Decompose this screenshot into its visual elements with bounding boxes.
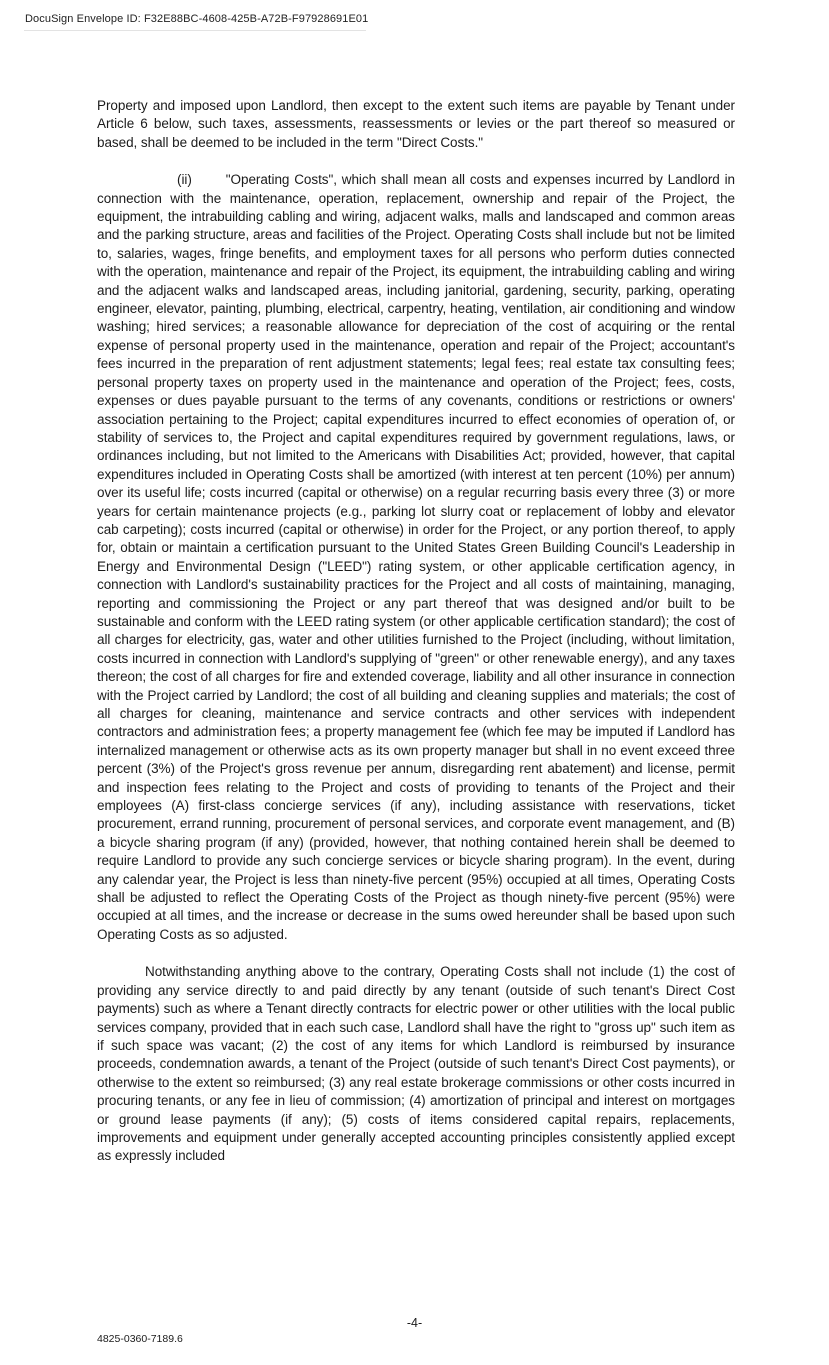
paragraph-operating-costs [97,171,735,944]
page-number: -4- [406,1316,423,1330]
paragraph-exclusions: Notwithstanding anything above to the contrary, Operating Costs shall not include (1) the cost of providing any service directly to and paid directly by any tenant (outside of such tenant's Direct Cost payments) such as where a Tenant directly contracts for electric power or other utilities with the local public services company, provided that in each such case, Landlord shall have the right to "gross up" such item as if such space was vacant; (2) the cost of any items for which Landlord is reimbursed by insurance proceeds, condemnation awards, a tenant of the Project (outside of such tenant's Direct Cost payments), or otherwise to the extent so reimbursed; (3) any real estate brokerage commissions or other costs incurred in procuring tenants, or any fee in lieu of commission; (4) amortization of principal and interest on mortgages or ground lease payments (if any); (5) costs of items considered capital repairs, replacements, improvements and equipment under generally accepted accounting principles consistently applied except as expressly included [97,964,735,1164]
document-body [97,97,735,1185]
paragraph-direct-costs: Property and imposed upon Landlord, then except to the extent such items are payable by Tenant under Article 6 below, such taxes, assessments, reassessments or levies or the part thereof so measured or based, shall be deemed to be included in the term "Direct Costs." [97,98,735,150]
paragraph-operating-costs-text: "Operating Costs", which shall mean all costs and expenses incurred by Landlord in connection with the maintenance, operation, replacement, ownership and repair of the Project, the equipment, the intrabuilding cabling and wiring, adjacent walks, malls and landscaped and common areas and the parking structure, areas and facilities of the Project. Operating Costs shall include but not be limited to, salaries, wages, fringe benefits, and employment taxes for all persons who perform duties connected with the operation, maintenance and repair of the Project, its equipment, the intrabuilding cabling and wiring and the adjacent walks and landscaped areas, including janitorial, gardening, security, parking, operating engineer, elevator, painting, plumbing, electrical, carpentry, heating, ventilation, air conditioning and window washing; hired services; a reasonable allowance for depreciation of the cost of acquiring or the rental expense of personal property used in the maintenance, operation and repair of the Project; accountant's fees incurred in the preparation of rent adjustment statements; legal fees; real estate tax consulting fees; personal property taxes on property used in the maintenance and operation of the Project; fees, costs, expenses or dues payable pursuant to the terms of any covenants, conditions or restrictions or owners' association pertaining to the Project; capital expenditures incurred to effect economies of operation of, or stability of services to, the Project and capital expenditures required by government regulations, laws, or ordinances including, but not limited to the Americans with Disabilities Act; provided, however, that capital expenditures included in Operating Costs shall be amortized (with interest at ten percent (10%) per annum) over its useful life; costs incurred (capital or otherwise) on a regular recurring basis every three (3) or more years for certain maintenance projects (e.g., parking lot slurry coat or replacement of lobby and elevator cab carpeting); costs incurred (capital or otherwise) in order for the Project, or any portion thereof, to apply for, obtain or maintain a certification pursuant to the United States Green Building Council's Leadership in Energy and Environmental Design ("LEED") rating system, or other applicable certification agency, in connection with Landlord's sustainability practices for the Project and all costs of maintaining, managing, reporting and commissioning the Project or any part thereof that was designed and/or built to be sustainable and conform with the LEED rating system (or other applicable certification standard); the cost of all charges for electricity, gas, water and other utilities furnished to the Project (including, without limitation, costs incurred in connection with Landlord's supplying of "green" or other renewable energy), and any taxes thereon; the cost of all charges for fire and extended coverage, liability and all other insurance in connection with the Project carried by Landlord; the cost of all building and cleaning supplies and materials; the cost of all charges for cleaning, maintenance and service contracts and other services with independent contractors and administration fees; a property management fee (which fee may be imputed if Landlord has internalized management or otherwise acts as its own property manager but shall in no event exceed three percent (3%) of the Project's gross revenue per annum, disregarding rent abatement) and license, permit and inspection fees relating to the Project and costs of providing to tenants of the Project and their employees (A) first-class concierge services (if any), including assistance with reservations, ticket procurement, errand running, procurement of personal services, and corporate event management, and (B) a bicycle sharing program (if any) (provided, however, that nothing contained herein shall be deemed to require Landlord to provide any such concierge services or bicycle sharing program). In the event, during any calendar year, the Project is less than ninety-five percent (95%) occupied at all times, Operating Costs shall be adjusted to reflect the Operating Costs of the Project as though ninety-five percent (95%) were occupied at all times, and the increase or decrease in the sums owed hereunder shall be based upon such Operating Costs as so adjusted. [97,172,735,942]
header-divider [24,30,366,31]
clause-label: (ii) [177,172,192,188]
document-control-number: 4825-0360-7189.6 [97,1333,183,1345]
docusign-envelope-id: DocuSign Envelope ID: F32E88BC-4608-425B-A72B-F97928691E01 [25,13,369,25]
